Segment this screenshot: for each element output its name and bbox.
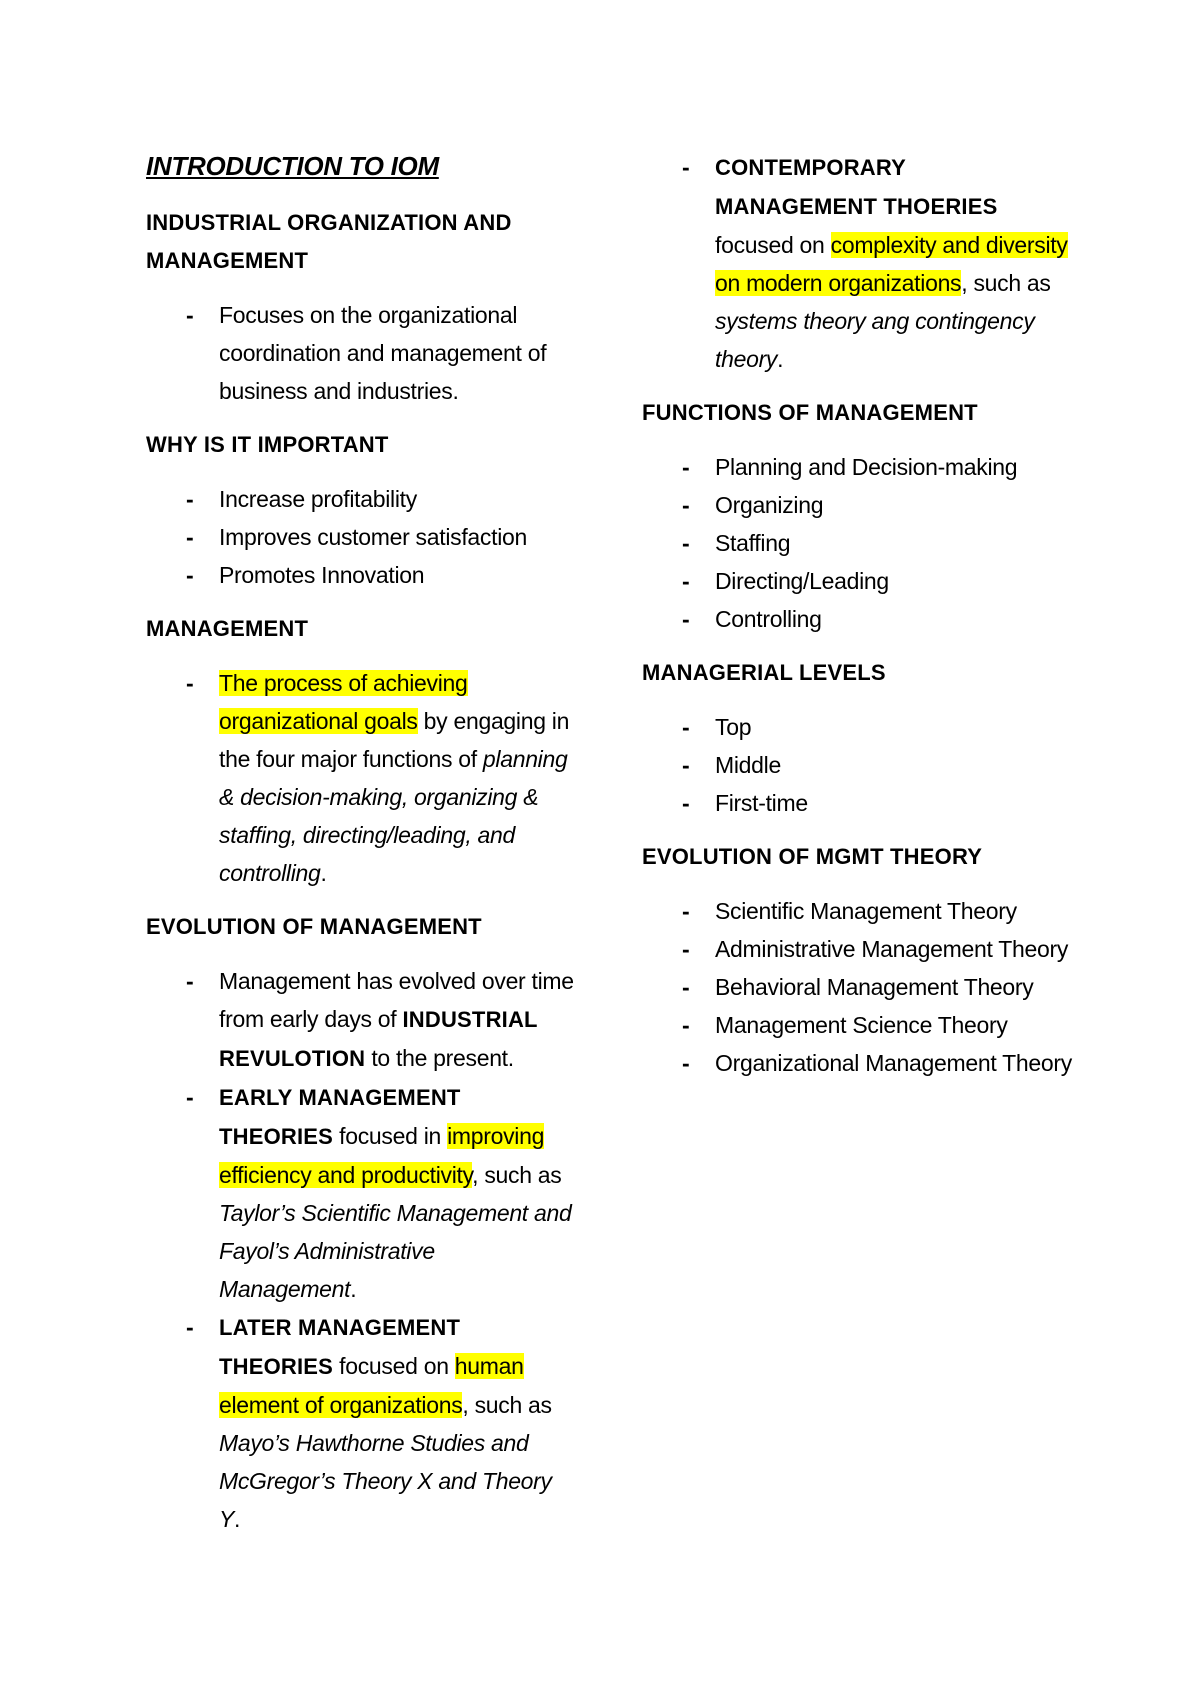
dash-bullet: -	[186, 302, 194, 328]
list-item: - Directing/Leading	[642, 562, 1072, 600]
list-item: - Behavioral Management Theory	[642, 968, 1072, 1006]
heading-industrial-organization: INDUSTRIAL ORGANIZATION AND MANAGEMENT	[146, 210, 512, 273]
dash-bullet: -	[186, 670, 194, 696]
list-item: - EARLY MANAGEMENT THEORIES focused in improving efficiency and productivity, such as Taylor’s Scientific Management and Fayol’s Administrative Management.	[146, 1078, 576, 1308]
list-item: - Organizing	[642, 486, 1072, 524]
heading-functions-of-management: FUNCTIONS OF MANAGEMENT	[642, 400, 978, 425]
dash-bullet: -	[682, 1012, 690, 1038]
industrial-organization-list	[146, 296, 576, 410]
dash-bullet: -	[682, 790, 690, 816]
list-item: - Top	[642, 708, 1072, 746]
bold-text: INDUSTRIAL REVULOTION	[219, 1007, 538, 1071]
list-item: - Management has evolved over time from early days of INDUSTRIAL REVULOTION to the present.	[146, 962, 576, 1078]
italic-text: Mayo’s Hawthorne Studies and McGregor’s Theory X and Theory Y	[219, 1430, 552, 1532]
list-item: - Staffing	[642, 524, 1072, 562]
highlighted-text: human element of organizations	[219, 1353, 524, 1418]
list-item: - First-time	[642, 784, 1072, 822]
dash-bullet: -	[186, 1084, 194, 1110]
dash-bullet: -	[682, 454, 690, 480]
right-column	[642, 148, 1072, 1098]
dash-bullet: -	[682, 974, 690, 1000]
list-item: - The process of achieving organizational goals by engaging in the four major functions of planning & decision-making, organizing & staffing, directing/leading, and controlling.	[146, 664, 576, 892]
dash-bullet: -	[682, 752, 690, 778]
dash-bullet: -	[682, 530, 690, 556]
list-item: - Administrative Management Theory	[642, 930, 1072, 968]
bold-text: CONTEMPORARY MANAGEMENT THOERIES	[715, 155, 998, 219]
italic-text: Taylor’s Scientific Management and Fayol’s Administrative Management	[219, 1200, 572, 1302]
list-item: - Improves customer satisfaction	[146, 518, 576, 556]
list-item: - Middle	[642, 746, 1072, 784]
functions-list	[642, 448, 1072, 638]
italic-text: systems theory ang contingency theory	[715, 308, 1035, 372]
list-item: - Scientific Management Theory	[642, 892, 1072, 930]
dash-bullet: -	[682, 154, 690, 180]
list-item: - CONTEMPORARY MANAGEMENT THOERIES focused on complexity and diversity on modern organizations, such as systems theory ang contingency theory.	[642, 148, 1072, 378]
bold-text: EARLY MANAGEMENT THEORIES	[219, 1085, 461, 1149]
list-item: - Increase profitability	[146, 480, 576, 518]
dash-bullet: -	[682, 936, 690, 962]
highlighted-text: improving efficiency and productivity	[219, 1123, 545, 1188]
management-list	[146, 664, 576, 892]
heading-evolution-of-management: EVOLUTION OF MANAGEMENT	[146, 914, 482, 939]
why-important-list	[146, 480, 576, 594]
document-title: INTRODUCTION TO IOM	[146, 151, 439, 181]
dash-bullet: -	[186, 968, 194, 994]
bold-text: LATER MANAGEMENT THEORIES	[219, 1315, 461, 1379]
dash-bullet: -	[682, 568, 690, 594]
list-item: - Promotes Innovation	[146, 556, 576, 594]
dash-bullet: -	[186, 1314, 194, 1340]
list-item: - LATER MANAGEMENT THEORIES focused on human element of organizations, such as Mayo’s Hawthorne Studies and McGregor’s Theory X and Theory Y.	[146, 1308, 576, 1538]
evolution-theory-list	[642, 892, 1072, 1082]
dash-bullet: -	[682, 606, 690, 632]
heading-evolution-of-mgmt-theory: EVOLUTION OF MGMT THEORY	[642, 844, 983, 869]
contemporary-list	[642, 148, 1072, 378]
heading-managerial-levels: MANAGERIAL LEVELS	[642, 660, 886, 685]
list-item: - Management Science Theory	[642, 1006, 1072, 1044]
evolution-of-management-list	[146, 962, 576, 1538]
managerial-levels-list	[642, 708, 1072, 822]
highlighted-text: organizational goals	[219, 708, 418, 734]
list-item: - Focuses on the organizational coordination and management of business and industries.	[146, 296, 576, 410]
heading-why-important: WHY IS IT IMPORTANT	[146, 432, 389, 457]
highlighted-text: The process of achieving	[219, 670, 468, 696]
highlighted-text: complexity and diversity on modern organizations	[715, 232, 1068, 296]
left-column	[146, 150, 576, 1554]
italic-text: planning & decision-making, organizing & staffing, directing/leading, and controlling	[219, 746, 568, 886]
dash-bullet: -	[682, 898, 690, 924]
heading-management: MANAGEMENT	[146, 616, 309, 641]
dash-bullet: -	[186, 524, 194, 550]
dash-bullet: -	[186, 486, 194, 512]
dash-bullet: -	[682, 1050, 690, 1076]
list-item: - Organizational Management Theory	[642, 1044, 1072, 1082]
dash-bullet: -	[682, 714, 690, 740]
dash-bullet: -	[682, 492, 690, 518]
dash-bullet: -	[186, 562, 194, 588]
list-item: - Planning and Decision-making	[642, 448, 1072, 486]
list-item: - Controlling	[642, 600, 1072, 638]
